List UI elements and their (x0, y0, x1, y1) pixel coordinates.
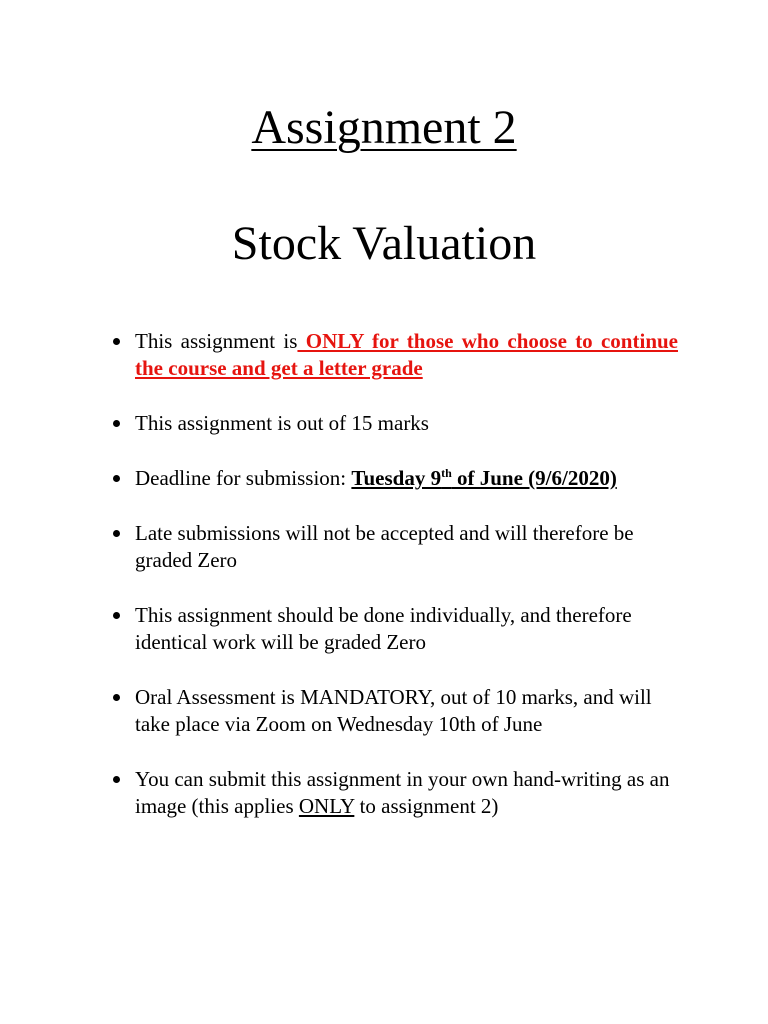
bullet-dot-icon (113, 420, 120, 427)
bullet-dot-icon (113, 776, 120, 783)
handwriting-only: ONLY (298, 794, 355, 818)
bullet-dot-icon (113, 338, 120, 345)
bullet-dot-icon (113, 694, 120, 701)
handwriting-tail: to assignment 2) (354, 794, 499, 818)
deadline-lead: Deadline for submission: (135, 466, 352, 490)
bullet-dot-icon (113, 530, 120, 537)
bullet-dot-icon (113, 475, 120, 482)
deadline-date-suffix: th (441, 466, 452, 480)
assignment-title (0, 100, 768, 156)
deadline-date (351, 466, 616, 490)
deadline-date-day: Tuesday 9 (351, 466, 442, 490)
assignment-subtitle: Stock Valuation (231, 217, 537, 270)
list-item-text: This assignment should be done individually, and therefore identical work will be graded Zero (135, 603, 632, 654)
bullet-dot-icon (113, 612, 120, 619)
list-item-text (135, 465, 678, 492)
assignment-title-text: Assignment 2 (251, 101, 517, 154)
list-item-text (135, 328, 678, 382)
eligibility-lead: This assignment is (135, 329, 298, 353)
list-item-text: This assignment is out of 15 marks (135, 411, 429, 435)
list-item-text (135, 766, 678, 820)
eligibility-emphasis: ONLY for those who choose to continue the course and get a letter grade (135, 329, 678, 380)
list-item-text: Oral Assessment is MANDATORY, out of 10 marks, and will take place via Zoom on Wednesday 10th of June (135, 685, 652, 736)
handwriting-lead: You can submit this assignment in your own hand-writing as an image (this applies (135, 767, 670, 818)
deadline-date-month: of June (9/6/2020) (451, 466, 617, 490)
list-item-text: Late submissions will not be accepted and will therefore be graded Zero (135, 521, 634, 572)
